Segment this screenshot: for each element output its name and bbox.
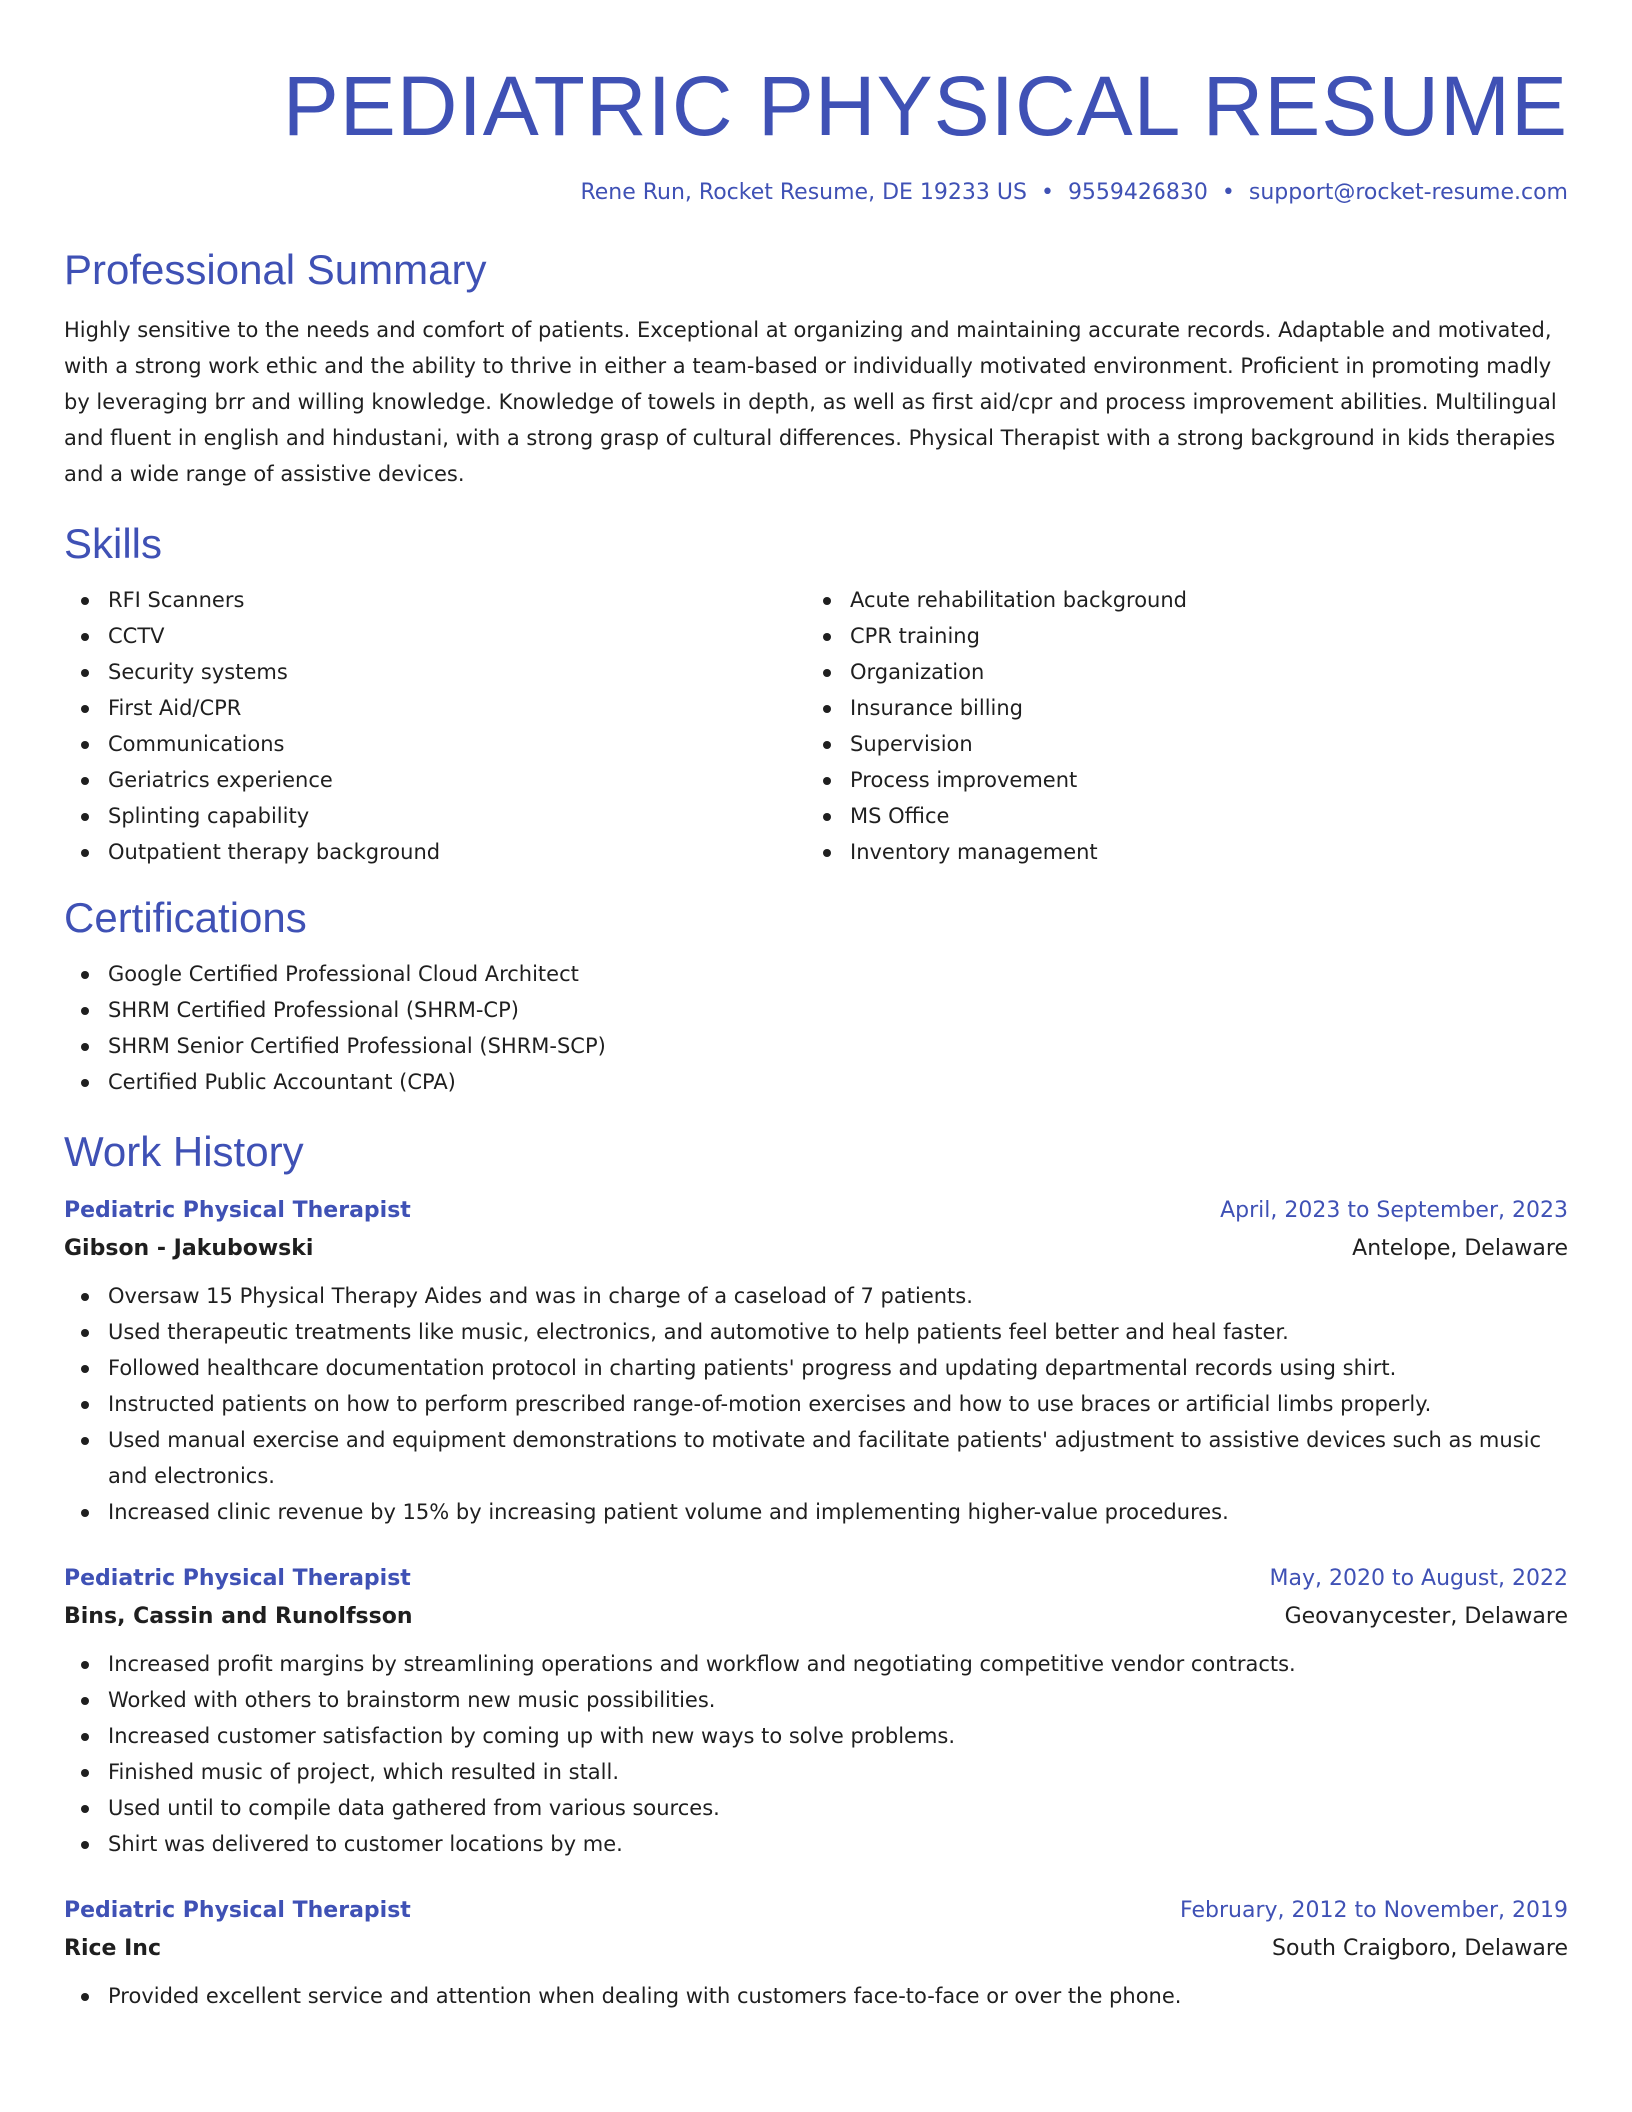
job-bullet: Oversaw 15 Physical Therapy Aides and was in charge of a caseload of 7 patients. — [64, 1278, 1568, 1314]
skill-item: Inventory management — [806, 834, 1548, 870]
contact-address: Rene Run, Rocket Resume, DE 19233 US — [580, 180, 1027, 205]
skill-item: Geriatrics experience — [64, 762, 806, 798]
job-bullet: Shirt was delivered to customer locations by me. — [64, 1826, 1568, 1862]
skill-item: Security systems — [64, 654, 806, 690]
job-dates: February, 2012 to November, 2019 — [1180, 1898, 1568, 1923]
skills-list — [64, 582, 1568, 870]
job-bullet: Instructed patients on how to perform prescribed range-of-motion exercises and how to use braces or artificial limbs properly. — [64, 1386, 1568, 1422]
skill-item: Splinting capability — [64, 798, 806, 834]
job-dates: April, 2023 to September, 2023 — [1220, 1198, 1568, 1223]
job-title: Pediatric Physical Therapist — [64, 1898, 411, 1923]
summary-text: Highly sensitive to the needs and comfort of patients. Exceptional at organizing and maintaining accurate records. Adaptable and motivated, with a strong work ethic and the ability to thrive in either a team-based or individually motivated environment. Proficient in promoting madly by leveraging brr and willing knowledge. Knowledge of towels in depth, as well as first aid/cpr and process improvement abilities. Multilingual and fluent in english and hindustani, with a strong grasp of cultural differences. Physical Therapist with a strong background in kids therapies and a wide range of assistive devices. — [64, 318, 1557, 486]
job-bullet: Used therapeutic treatments like music, electronics, and automotive to help patients feel better and heal faster. — [64, 1314, 1568, 1350]
section-title-certifications: Certifications — [64, 894, 307, 941]
skill-item: Outpatient therapy background — [64, 834, 806, 870]
skill-item: Communications — [64, 726, 806, 762]
job-title: Pediatric Physical Therapist — [64, 1566, 411, 1591]
skill-item: MS Office — [806, 798, 1548, 834]
job-bullet: Followed healthcare documentation protocol in charting patients' progress and updating departmental records using shirt. — [64, 1350, 1568, 1386]
skill-item: CCTV — [64, 618, 806, 654]
job-bullet: Worked with others to brainstorm new music possibilities. — [64, 1682, 1568, 1718]
job-dates: May, 2020 to August, 2022 — [1269, 1566, 1568, 1591]
skills-column-left — [64, 582, 806, 870]
certifications-list — [64, 956, 1568, 1100]
contact-email[interactable]: support@rocket-resume.com — [1248, 180, 1568, 205]
section-title-summary: Professional Summary — [64, 246, 487, 293]
section-title-skills: Skills — [64, 520, 163, 567]
job-subheader — [64, 1930, 1568, 1968]
job-bullet: Used until to compile data gathered from various sources. — [64, 1790, 1568, 1826]
job-bullets — [64, 1978, 1568, 2014]
job-bullets — [64, 1278, 1568, 1530]
job-bullet: Provided excellent service and attention when dealing with customers face-to-face or over the phone. — [64, 1978, 1568, 2014]
contact-separator: • — [1221, 180, 1235, 205]
skills-column-right — [806, 582, 1548, 870]
job-bullet: Increased profit margins by streamlining operations and workflow and negotiating competitive vendor contracts. — [64, 1646, 1568, 1682]
job-company: Rice Inc — [64, 1936, 161, 1961]
job-entry — [64, 1192, 1568, 1530]
section-title-work-history: Work History — [64, 1128, 304, 1175]
job-bullets — [64, 1646, 1568, 1862]
job-entry — [64, 1560, 1568, 1862]
work-history-list — [64, 1192, 1568, 2014]
skill-item: Insurance billing — [806, 690, 1548, 726]
contact-line — [64, 178, 1568, 208]
job-subheader — [64, 1230, 1568, 1268]
job-title: Pediatric Physical Therapist — [64, 1198, 411, 1223]
certification-item: Google Certified Professional Cloud Architect — [64, 956, 1568, 992]
skill-item: Supervision — [806, 726, 1548, 762]
job-header — [64, 1192, 1568, 1230]
job-location: Antelope, Delaware — [1352, 1236, 1568, 1261]
contact-phone: 9559426830 — [1067, 180, 1208, 205]
job-bullet: Increased clinic revenue by 15% by increasing patient volume and implementing higher-value procedures. — [64, 1494, 1568, 1530]
job-location: Geovanycester, Delaware — [1284, 1604, 1568, 1629]
skill-item: Organization — [806, 654, 1548, 690]
contact-separator: • — [1040, 180, 1054, 205]
certification-item: SHRM Senior Certified Professional (SHRM-SCP) — [64, 1028, 1568, 1064]
skill-item: CPR training — [806, 618, 1548, 654]
skill-item: Acute rehabilitation background — [806, 582, 1548, 618]
job-bullet: Increased customer satisfaction by coming up with new ways to solve problems. — [64, 1718, 1568, 1754]
job-header — [64, 1892, 1568, 1930]
job-entry — [64, 1892, 1568, 2014]
job-company: Bins, Cassin and Runolfsson — [64, 1604, 413, 1629]
job-header — [64, 1560, 1568, 1598]
certification-item: SHRM Certified Professional (SHRM-CP) — [64, 992, 1568, 1028]
job-location: South Craigboro, Delaware — [1272, 1936, 1568, 1961]
job-company: Gibson - Jakubowski — [64, 1236, 314, 1261]
skill-item: Process improvement — [806, 762, 1548, 798]
resume-title: PEDIATRIC PHYSICAL RESUME — [282, 59, 1568, 153]
job-bullet: Finished music of project, which resulted in stall. — [64, 1754, 1568, 1790]
skill-item: First Aid/CPR — [64, 690, 806, 726]
skill-item: RFI Scanners — [64, 582, 806, 618]
certification-item: Certified Public Accountant (CPA) — [64, 1064, 1568, 1100]
job-bullet: Used manual exercise and equipment demonstrations to motivate and facilitate patients' adjustment to assistive devices such as music and electronics. — [64, 1422, 1568, 1494]
resume-page — [64, 0, 1568, 2014]
job-subheader — [64, 1598, 1568, 1636]
